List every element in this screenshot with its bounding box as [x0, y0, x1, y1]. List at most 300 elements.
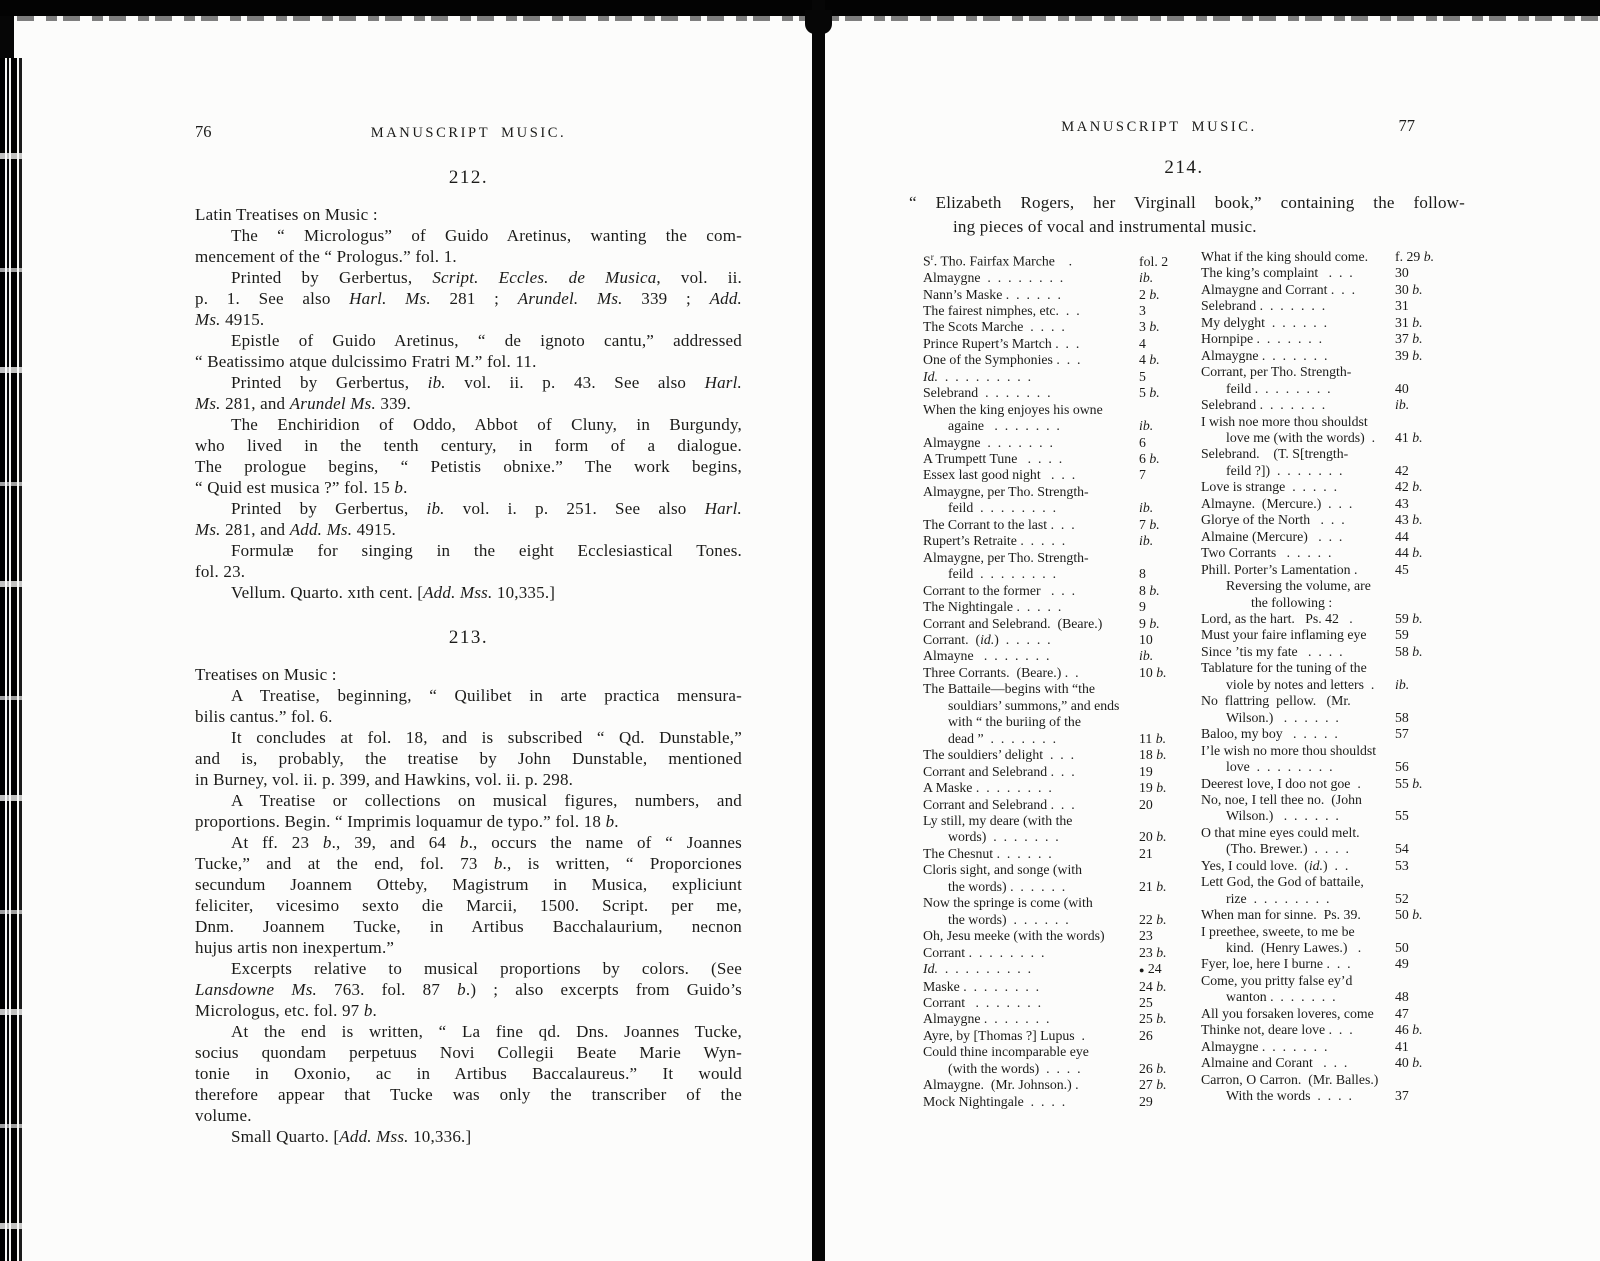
entry-title: Almaygne and Corrant . . .	[1201, 281, 1356, 297]
paragraph	[195, 790, 742, 832]
list-entry	[1201, 808, 1441, 824]
entry-title: Selebrand . . . . . . .	[923, 385, 1051, 401]
text-line: secundum Joannem Otteby, Magistrum in Musica, expliciunt	[195, 875, 742, 894]
scan-artifact-top-edge	[0, 0, 1600, 16]
entry-title: viole by notes and letters .	[1226, 676, 1375, 692]
entry-folio: 25	[1139, 994, 1153, 1010]
list-entry	[923, 731, 1185, 747]
list-entry	[1201, 660, 1441, 676]
list-entry	[1201, 1072, 1441, 1088]
section-number: 212.	[448, 167, 489, 188]
entry-folio: 50 b.	[1395, 907, 1423, 923]
text-line: Small Quarto. [Add. Mss. 10,336.]	[231, 1127, 472, 1146]
entry-folio: 11 b.	[1139, 730, 1167, 746]
list-entry	[1201, 924, 1441, 940]
text-line: mencement of the “ Prologus.” fol. 1.	[195, 247, 457, 266]
paragraph	[195, 832, 742, 958]
entry-folio: ib.	[1139, 500, 1154, 516]
entry-folio: 53	[1395, 857, 1409, 873]
entry-folio: 46 b.	[1395, 1022, 1423, 1038]
scan-artifact-binding-edge	[0, 58, 30, 1261]
entry-title: The fairest nimphes, etc. . .	[923, 302, 1080, 318]
entry-title: Phill. Porter’s Lamentation .	[1201, 561, 1358, 577]
entry-title: Carron, O Carron. (Mr. Balles.)	[1201, 1071, 1379, 1087]
list-entry	[1201, 891, 1441, 907]
entry-folio: 5 b.	[1139, 385, 1160, 401]
entry-title: Ly still, my deare (with the	[923, 813, 1073, 828]
text-line: Treatises on Music :	[195, 665, 337, 684]
entry-folio: 10	[1139, 632, 1153, 648]
entry-title: Tablature for the tuning of the	[1201, 660, 1367, 676]
entry-folio: 7	[1139, 467, 1146, 483]
entry-folio: 30	[1395, 265, 1409, 281]
entry-title: Almayne . . . . . . .	[923, 648, 1050, 664]
text-line: Micrologus, etc. fol. 97 b.	[195, 1001, 377, 1020]
list-entry	[923, 764, 1185, 780]
entry-title: Rupert’s Retraite . . . . .	[923, 533, 1066, 549]
text-line: At the end is written, “ La fine qd. Dns. Joannes Tucke,	[231, 1022, 742, 1041]
entry-title: (Tho. Brewer.) . . . .	[1226, 841, 1349, 857]
intro-paragraph	[903, 191, 1465, 238]
entry-folio: 7 b.	[1139, 516, 1160, 532]
list-entry	[923, 813, 1185, 829]
entry-folio: 44 b.	[1395, 545, 1423, 561]
text-line: At ff. 23 b., 39, and 64 b., occurs the name of “ Joannes	[231, 833, 742, 852]
entry-title: Almaygne . . . . . . .	[923, 434, 1053, 450]
entry-title: Fyer, loe, here I burne . . .	[1201, 956, 1351, 972]
entry-title: Almaine and Corant . . .	[1201, 1055, 1348, 1071]
list-entry	[1201, 989, 1441, 1005]
entry-folio: 4 b.	[1139, 352, 1160, 368]
list-entry	[923, 879, 1185, 895]
entry-folio: 37 b.	[1395, 331, 1423, 347]
entry-folio: 50	[1395, 940, 1409, 956]
section-number: 213.	[448, 627, 489, 648]
entry-title: Ayre, by [Thomas ?] Lupus .	[923, 1027, 1085, 1043]
text-line: therefore appear that Tucke was only the transcriber of the	[195, 1085, 742, 1104]
list-entry	[1201, 940, 1441, 956]
entry-folio: 59 b.	[1395, 610, 1423, 626]
entry-folio: 2 b.	[1139, 286, 1160, 302]
entry-title: the words) . . . . . .	[948, 878, 1066, 894]
list-entry	[923, 665, 1185, 681]
paragraph	[195, 225, 742, 267]
text-line: “ Quid est musica ?” fol. 15 b.	[195, 478, 408, 497]
paragraph	[195, 958, 742, 1021]
entry-folio: 9 b.	[1139, 615, 1160, 631]
list-entry	[923, 270, 1185, 286]
list-entry	[1201, 759, 1441, 775]
text-line: Epistle of Guido Aretinus, “ de ignoto cantu,” addressed	[231, 331, 742, 350]
entry-folio: 43	[1395, 495, 1409, 511]
entry-title: I preethee, sweete, to me be	[1201, 923, 1355, 939]
list-entry	[1201, 381, 1441, 397]
entry-folio: 55 b.	[1395, 775, 1423, 791]
list-entry	[923, 829, 1185, 845]
list-entry	[1201, 364, 1441, 380]
list-entry	[923, 287, 1185, 303]
list-entry	[1201, 677, 1441, 693]
entry-title: Corrant and Selebrand . . .	[923, 796, 1075, 812]
entry-title: Must your faire inflaming eye	[1201, 627, 1367, 643]
intro-line: “ Elizabeth Rogers, her Virginall book,” containing the follow-	[909, 193, 1465, 212]
paragraph	[195, 414, 742, 498]
list-entry	[923, 550, 1185, 566]
entry-folio: 58 b.	[1395, 643, 1423, 659]
text-line: socius quondam perpetuus Novi Collegii Beate Marie Wyn-	[195, 1043, 742, 1062]
catalog-entries-left	[195, 167, 742, 1147]
list-entry	[1201, 529, 1441, 545]
entry-title: feild . . . . . . . .	[948, 566, 1057, 582]
entry-title: Hornpipe . . . . . . .	[1201, 331, 1323, 347]
list-entry	[1201, 726, 1441, 742]
list-entry	[923, 681, 1185, 697]
list-entry	[923, 714, 1185, 730]
entry-title: words) . . . . . . .	[948, 829, 1059, 845]
entry-title: Since ’tis my fate . . . .	[1201, 643, 1343, 659]
entry-title: Corrant . . . . . . .	[923, 994, 1042, 1010]
scan-artifact-corner	[0, 16, 14, 64]
text-line: proportions. Begin. “ Imprimis loquamur de typo.” fol. 18 b.	[195, 812, 619, 831]
text-line: Printed by Gerbertus, ib. vol. ii. p. 43. See also Harl.	[231, 373, 742, 392]
entry-title: feild . . . . . . . .	[948, 500, 1057, 516]
entry-title: Love is strange . . . . .	[1201, 479, 1338, 495]
entry-title: All you forsaken loveres, come	[1201, 1005, 1374, 1021]
entry-title: with “ the buriing of the	[948, 714, 1081, 730]
entry-title: Wilson.) . . . . . .	[1226, 709, 1339, 725]
entry-folio: 31	[1395, 298, 1409, 314]
list-entry	[1201, 265, 1441, 281]
list-entry	[923, 451, 1185, 467]
entry-folio: 30 b.	[1395, 281, 1423, 297]
text-line: Formulæ for singing in the eight Ecclesiastical Tones.	[231, 541, 742, 560]
entry-folio: 57	[1395, 726, 1409, 742]
text-line: and is, probably, the treatise by John Dunstable, mentioned	[195, 749, 742, 768]
text-line: feliciter, vicesimo sexto die Marcii, 1500. Script. per me,	[195, 896, 742, 915]
entry-title: feild ?]) . . . . . . .	[1226, 462, 1343, 478]
list-entry	[1201, 858, 1441, 874]
list-entry	[1201, 331, 1441, 347]
list-entry	[1201, 1088, 1441, 1104]
entry-title: Mock Nightingale . . . .	[923, 1093, 1066, 1109]
paragraph	[195, 540, 742, 582]
list-entry	[1201, 1039, 1441, 1055]
entry-folio: 45	[1395, 561, 1409, 577]
entry-title: The souldiers’ delight . . .	[923, 747, 1075, 763]
list-entry	[1201, 973, 1441, 989]
list-entry	[1201, 463, 1441, 479]
entry-title: Now the springe is come (with	[923, 895, 1093, 911]
entry-title: Maske . . . . . . . .	[923, 978, 1040, 994]
entry-title: With the words . . . .	[1226, 1088, 1352, 1104]
list-entry	[923, 369, 1185, 385]
entry-folio: 37	[1395, 1088, 1409, 1104]
list-entry	[1201, 693, 1441, 709]
text-line: Ms. 4915.	[195, 310, 265, 329]
paragraph	[195, 267, 742, 330]
list-entry	[1201, 792, 1441, 808]
entry-title: Almaygne . . . . . . .	[923, 1011, 1050, 1027]
text-line: A Treatise, beginning, “ Quilibet in arte practica mensura-	[231, 686, 742, 705]
running-head-right: MANUSCRIPT MUSIC.	[1061, 119, 1257, 135]
entry-title: wanton . . . . . . .	[1226, 989, 1336, 1005]
entry-folio: ● 24	[1139, 961, 1162, 977]
list-entry	[1201, 743, 1441, 759]
entry-title: Glorye of the North . . .	[1201, 512, 1345, 528]
list-entry	[1201, 644, 1441, 660]
entry-title: My delyght . . . . . .	[1201, 314, 1328, 330]
list-entry	[923, 249, 1185, 270]
entry-folio: 29	[1139, 1093, 1153, 1109]
list-entry	[1201, 298, 1441, 314]
entry-title: No, noe, I tell thee no. (John	[1201, 791, 1362, 807]
list-entry	[923, 979, 1185, 995]
list-entry	[923, 648, 1185, 664]
list-entry	[923, 632, 1185, 648]
entry-title: Selebrand . . . . . . .	[1201, 397, 1326, 413]
list-entry	[923, 1061, 1185, 1077]
list-entry	[923, 912, 1185, 928]
entry-title: I’le wish no more thou shouldst	[1201, 742, 1377, 758]
entry-folio: 58	[1395, 709, 1409, 725]
entry-folio: 59	[1395, 627, 1409, 643]
list-entry	[923, 583, 1185, 599]
entry-title: The Scots Marche . . . .	[923, 319, 1065, 335]
entry-title: (with the words) . . . .	[948, 1060, 1081, 1076]
entry-folio: 40 b.	[1395, 1055, 1423, 1071]
list-entry	[923, 895, 1185, 911]
entry-title: Baloo, my boy . . . . .	[1201, 726, 1338, 742]
entry-title: Id. . . . . . . . . .	[923, 368, 1032, 384]
page-77	[903, 116, 1465, 1110]
entry-title: Three Corrants. (Beare.) . .	[923, 664, 1079, 680]
piece-list	[903, 249, 1465, 1110]
entry-title: Deerest love, I doo not goe .	[1201, 775, 1361, 791]
paragraph	[195, 727, 742, 790]
list-entry	[923, 336, 1185, 352]
entry-folio: 49	[1395, 956, 1409, 972]
entry-title: The Nightingale . . . . .	[923, 599, 1062, 615]
list-entry	[923, 995, 1185, 1011]
section-number-214: 214.	[1164, 157, 1204, 178]
list-entry	[1201, 414, 1441, 430]
page-76	[195, 122, 742, 1147]
list-entry	[923, 484, 1185, 500]
text-line: The Enchiridion of Oddo, Abbot of Cluny, in Burgundy,	[231, 415, 742, 434]
text-line: Printed by Gerbertus, ib. vol. i. p. 251. See also Harl.	[231, 499, 742, 518]
entry-title: Almaygne . . . . . . . .	[923, 270, 1064, 286]
entry-folio: 48	[1395, 989, 1409, 1005]
entry-folio: 21 b.	[1139, 878, 1167, 894]
entry-title: Almaygne . . . . . . .	[1201, 1038, 1328, 1054]
list-entry	[923, 1044, 1185, 1060]
entry-folio: 21	[1139, 845, 1153, 861]
list-entry	[1201, 282, 1441, 298]
entry-folio: 52	[1395, 890, 1409, 906]
text-line: Latin Treatises on Music :	[195, 205, 378, 224]
list-entry	[1201, 348, 1441, 364]
list-entry	[1201, 611, 1441, 627]
list-entry	[923, 616, 1185, 632]
text-line: Printed by Gerbertus, Script. Eccles. de Musica, vol. ii.	[231, 268, 742, 287]
entry-title: Corrant. (id.) . . . . .	[923, 632, 1051, 648]
entry-folio: 41 b.	[1395, 429, 1423, 445]
entry-folio: 3	[1139, 302, 1146, 318]
entry-title: Almaine (Mercure) . . .	[1201, 528, 1343, 544]
entry-title: kind. (Henry Lawes.) .	[1226, 940, 1362, 956]
list-entry	[923, 1028, 1185, 1044]
list-entry	[1201, 578, 1441, 594]
text-line: in Burney, vol. ii. p. 399, and Hawkins, vol. ii. p. 298.	[195, 770, 574, 789]
list-entry	[1201, 874, 1441, 890]
text-line: A Treatise or collections on musical figures, numbers, and	[231, 791, 742, 810]
list-entry	[1201, 907, 1441, 923]
paragraph	[195, 664, 742, 685]
entry-title: What if the king should come.	[1201, 249, 1369, 264]
list-entry	[1201, 710, 1441, 726]
entry-title: I wish noe more thou shouldst	[1201, 413, 1368, 429]
entry-folio: 42 b.	[1395, 479, 1423, 495]
list-entry	[1201, 1006, 1441, 1022]
list-entry	[1201, 315, 1441, 331]
list-entry	[923, 780, 1185, 796]
entry-folio: 25 b.	[1139, 1011, 1167, 1027]
entry-folio: 43 b.	[1395, 512, 1423, 528]
entry-title: Yes, I could love. (id.) . .	[1201, 857, 1349, 873]
entry-title: When man for sinne. Ps. 39.	[1201, 907, 1361, 923]
list-entry	[1201, 512, 1441, 528]
entry-title: No flattring pellow. (Mr.	[1201, 693, 1351, 709]
entry-title: The Corrant to the last . . .	[923, 516, 1075, 532]
entry-title: Selebrand. (T. S[trength-	[1201, 446, 1349, 462]
list-entry	[923, 928, 1185, 944]
list-entry	[1201, 545, 1441, 561]
entry-title: One of the Symphonies . . .	[923, 352, 1081, 368]
list-entry	[1201, 430, 1441, 446]
entry-folio: 44	[1395, 528, 1409, 544]
entry-folio: fol. 2	[1139, 253, 1169, 269]
entry-title: A Trumpett Tune . . . .	[923, 451, 1063, 467]
entry-title: Lord, as the hart. Ps. 42 .	[1201, 610, 1353, 626]
page-number-right: 77	[1398, 116, 1415, 135]
entry-folio: 31 b.	[1395, 314, 1423, 330]
entry-title: Wilson.) . . . . . .	[1226, 808, 1339, 824]
entry-folio: 8	[1139, 566, 1146, 582]
text-line: volume.	[195, 1106, 252, 1125]
entry-folio: f. 29 b.	[1395, 249, 1435, 264]
entry-title: Could thine incomparable eye	[923, 1044, 1089, 1060]
list-entry	[923, 385, 1185, 401]
entry-title: Corrant and Selebrand. (Beare.)	[923, 615, 1103, 631]
entry-title: A Maske . . . . . . . .	[923, 780, 1052, 796]
entry-title: Corrant . . . . . . . .	[923, 944, 1045, 960]
entry-folio: 40	[1395, 380, 1409, 396]
entry-folio: 6	[1139, 434, 1146, 450]
paragraph	[195, 498, 742, 540]
entry-folio: 23	[1139, 928, 1153, 944]
list-entry	[923, 303, 1185, 319]
text-line: who lived in the tenth century, in form of a dialogue.	[195, 436, 742, 455]
list-entry	[923, 945, 1185, 961]
list-entry	[923, 599, 1185, 615]
entry-title: Almaygne. (Mr. Johnson.) .	[923, 1077, 1079, 1093]
entry-title: Reversing the volume, are	[1226, 578, 1371, 594]
entry-folio: 6 b.	[1139, 451, 1160, 467]
entry-folio: 27 b.	[1139, 1077, 1167, 1093]
entry-title: When the king enjoyes his owne	[923, 401, 1103, 417]
text-line: The prologue begins, “ Petistis obnixe.” The work begins,	[195, 457, 742, 476]
page-header-right	[903, 116, 1465, 137]
text-line: Lansdowne Ms. 763. fol. 87 b.) ; also excerpts from Guido’s	[195, 980, 742, 999]
entry-title: rize . . . . . . . .	[1226, 890, 1330, 906]
entry-title: Prince Rupert’s Martch . . .	[923, 335, 1080, 351]
scan-artifact-center-gutter	[812, 0, 825, 1261]
entry-folio: 23 b.	[1139, 944, 1167, 960]
entry-folio: 8 b.	[1139, 582, 1160, 598]
entry-title: Come, you pritty false ey’d	[1201, 972, 1353, 988]
text-line: Excerpts relative to musical proportions by colors. (See	[231, 959, 742, 978]
entry-title: Oh, Jesu meeke (with the words)	[923, 928, 1105, 944]
entry-title: Selebrand . . . . . . .	[1201, 298, 1326, 314]
list-entry	[1201, 496, 1441, 512]
piece-list-column-1	[923, 249, 1185, 1110]
list-entry	[1201, 479, 1441, 495]
entry-folio: 5	[1139, 368, 1146, 384]
entry-folio: 26	[1139, 1027, 1153, 1043]
entry-folio: 18 b.	[1139, 747, 1167, 763]
paragraph	[195, 1021, 742, 1126]
text-line: “ Beatissimo atque dulcissimo Fratri M.” fol. 11.	[195, 352, 537, 371]
text-line: It concludes at fol. 18, and is subscribed “ Qd. Dunstable,”	[231, 728, 742, 747]
list-entry	[923, 797, 1185, 813]
list-entry	[923, 319, 1185, 335]
paragraph	[195, 582, 742, 603]
entry-folio: 24 b.	[1139, 978, 1167, 994]
list-entry	[1201, 1055, 1441, 1071]
entry-title: Corrant and Selebrand . . .	[923, 763, 1075, 779]
running-head-left: MANUSCRIPT MUSIC.	[370, 125, 567, 141]
entry-title: Almaygne . . . . . . .	[1201, 347, 1328, 363]
entry-folio: 26 b.	[1139, 1060, 1167, 1076]
list-entry	[923, 467, 1185, 483]
text-line: p. 1. See also Harl. Ms. 281 ; Arundel. Ms. 339 ; Add.	[195, 289, 743, 308]
intro-line: ing pieces of vocal and instrumental music.	[953, 216, 1257, 236]
paragraph	[195, 204, 742, 225]
entry-title: the words) . . . . . .	[948, 911, 1069, 927]
list-entry	[923, 533, 1185, 549]
entry-folio: 54	[1395, 841, 1409, 857]
list-entry	[923, 961, 1185, 978]
list-entry	[1201, 249, 1441, 265]
list-entry	[1201, 956, 1441, 972]
entry-title: love me (with the words) .	[1226, 429, 1376, 445]
piece-list-column-2	[1201, 249, 1441, 1110]
entry-title: Almaygne, per Tho. Strength-	[923, 483, 1089, 499]
text-line: The “ Micrologus” of Guido Aretinus, wanting the com-	[231, 226, 742, 245]
text-line: hujus artis non inexpertum.”	[195, 938, 395, 957]
entry-title: souldiars’ summons,” and ends	[948, 697, 1120, 713]
list-entry	[923, 1094, 1185, 1110]
page-header-left	[195, 122, 742, 143]
page-number-left: 76	[195, 122, 212, 141]
list-entry	[1201, 562, 1441, 578]
paragraph	[195, 372, 742, 414]
list-entry	[1201, 397, 1441, 413]
entry-folio: 19	[1139, 763, 1153, 779]
paragraph	[195, 685, 742, 727]
list-entry	[923, 418, 1185, 434]
entry-title: Lett God, the God of battaile,	[1201, 874, 1364, 890]
